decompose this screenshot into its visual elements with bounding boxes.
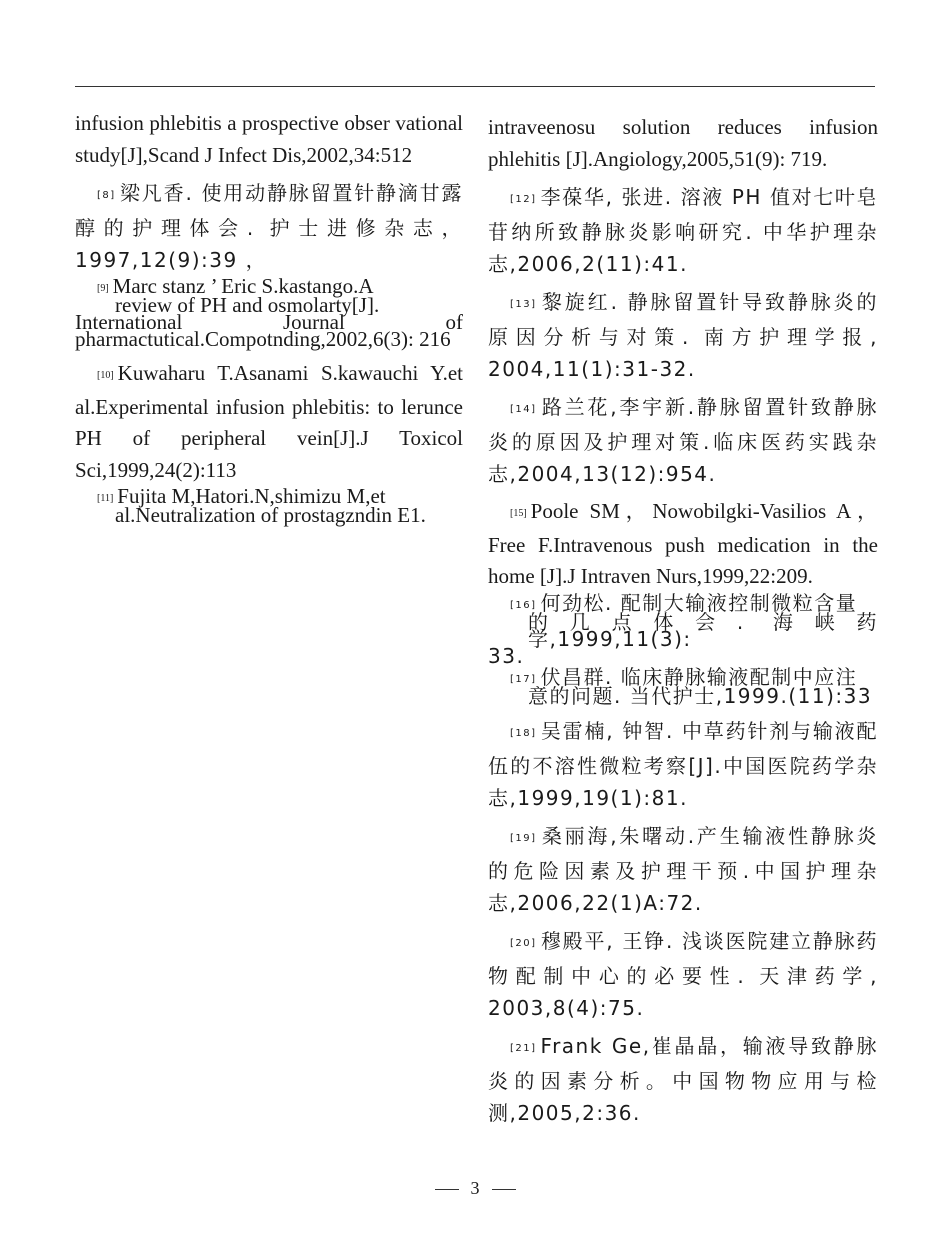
reference-text: al.Neutralization of prostagzndin E1. xyxy=(115,503,426,527)
reference-number: [18] xyxy=(510,727,537,739)
reference-text: 黎旋红. 静脉留置针导致静脉炎的原因分析与对策. 南方护理学报, 2004,11(1):31-32. xyxy=(488,290,878,381)
reference-number: [13] xyxy=(510,299,537,310)
reference-item xyxy=(75,177,463,276)
reference-item xyxy=(488,590,878,668)
reference-number: [15] xyxy=(510,508,527,519)
reference-text: 何劲松. 配制大输液控制微粒含量 xyxy=(540,590,858,615)
reference-number: [9] xyxy=(97,283,109,294)
reference-text: 的几点体会. 海峡药学,1999,11(3): xyxy=(528,609,878,651)
reference-number: [17] xyxy=(510,673,537,685)
reference-text: review of PH and osmolarty[J]. xyxy=(115,293,380,317)
footer-dash-right xyxy=(492,1189,516,1190)
reference-item xyxy=(488,181,878,280)
reference-item xyxy=(75,484,463,527)
reference-text: International Journal of pharmactutical.Compotnding,2002,6(3): 216 xyxy=(75,310,463,351)
reference-item xyxy=(488,664,878,708)
reference-item xyxy=(488,925,878,1024)
reference-text: 路兰花,李宇新.静脉留置针致静脉炎的原因及护理对策.临床医药实践杂志,2004,13(12):954. xyxy=(488,395,878,486)
reference-text: 穆殿平, 王铮. 浅谈医院建立静脉药物配制中心的必要性. 天津药学, 2003,8(4):75. xyxy=(488,928,878,1020)
reference-item xyxy=(488,820,878,919)
reference-text: 桑丽海,朱曙动.产生输液性静脉炎的危险因素及护理干预.中国护理杂志,2006,22(1)A:72. xyxy=(488,823,878,915)
reference-text: 吴雷楠, 钟智. 中草药针剂与输液配伍的不溶性微粒考察[J].中国医院药学杂志,1999,19(1):81. xyxy=(488,718,878,810)
reference-text: 33. xyxy=(488,643,525,668)
reference-text: 意的问题. 当代护士,1999.(11):33 xyxy=(528,683,873,708)
reference-number: [8] xyxy=(97,190,116,201)
reference-text: 梁凡香. 使用动静脉留置针静滴甘露醇的护理体会. 护士进修杂志，1997,12(9):39 ， xyxy=(75,181,463,272)
reference-item xyxy=(488,391,878,490)
reference-number: [12] xyxy=(510,194,537,205)
reference-text: intraveenosu solution reduces infusion phlehitis [J].Angiology,2005,51(9): 719. xyxy=(488,115,878,171)
reference-item xyxy=(488,1030,878,1129)
reference-column-left xyxy=(75,108,463,527)
reference-number: [19] xyxy=(510,832,537,844)
reference-text: 李葆华, 张进. 溶液 PH 值对七叶皂苷纳所致静脉炎影响研究. 中华护理杂志,2006,2(11):41. xyxy=(488,185,878,276)
reference-text: Poole SM，Nowobilgki-Vasilios A，Free F.Intravenous push medication in the home [J].J Intraven Nurs,1999,22:209. xyxy=(488,499,878,588)
reference-number: [21] xyxy=(510,1042,537,1054)
reference-number: [10] xyxy=(97,370,114,381)
reference-number: [14] xyxy=(510,404,537,415)
header-rule xyxy=(75,86,875,87)
reference-continuation xyxy=(488,112,878,175)
reference-text: Fujita M,Hatori.N,shimizu M,et xyxy=(117,484,386,508)
reference-item xyxy=(75,274,463,351)
footer-dash-left xyxy=(435,1189,459,1190)
reference-number: [11] xyxy=(97,493,114,504)
reference-number: [16] xyxy=(510,599,537,611)
reference-continuation xyxy=(75,108,463,171)
reference-item xyxy=(488,715,878,814)
reference-item xyxy=(488,286,878,385)
reference-text: Kuwaharu T.Asanami S.kawauchi Y.et al.Experimental infusion phlebitis: to lerunce PH of peripheral vein[J].J Toxicol Sci,1999,24(2):113 xyxy=(75,361,463,482)
reference-item xyxy=(75,358,463,486)
reference-item xyxy=(488,496,878,593)
reference-text: Frank Ge,崔晶晶，输液导致静脉炎的因素分析。中国物物应用与检测,2005,2:36. xyxy=(488,1033,878,1125)
page-footer xyxy=(0,1178,950,1199)
reference-column-right xyxy=(488,112,878,1129)
reference-number: [20] xyxy=(510,937,537,949)
reference-text: Marc stanz ’ Eric S.kastango.A xyxy=(112,274,374,298)
reference-text: 伏昌群. 临床静脉输液配制中应注 xyxy=(540,664,858,689)
page-number: 3 xyxy=(470,1178,480,1198)
reference-text: infusion phlebitis a prospective obser vational study[J],Scand J Infect Dis,2002,34:512 xyxy=(75,111,463,167)
